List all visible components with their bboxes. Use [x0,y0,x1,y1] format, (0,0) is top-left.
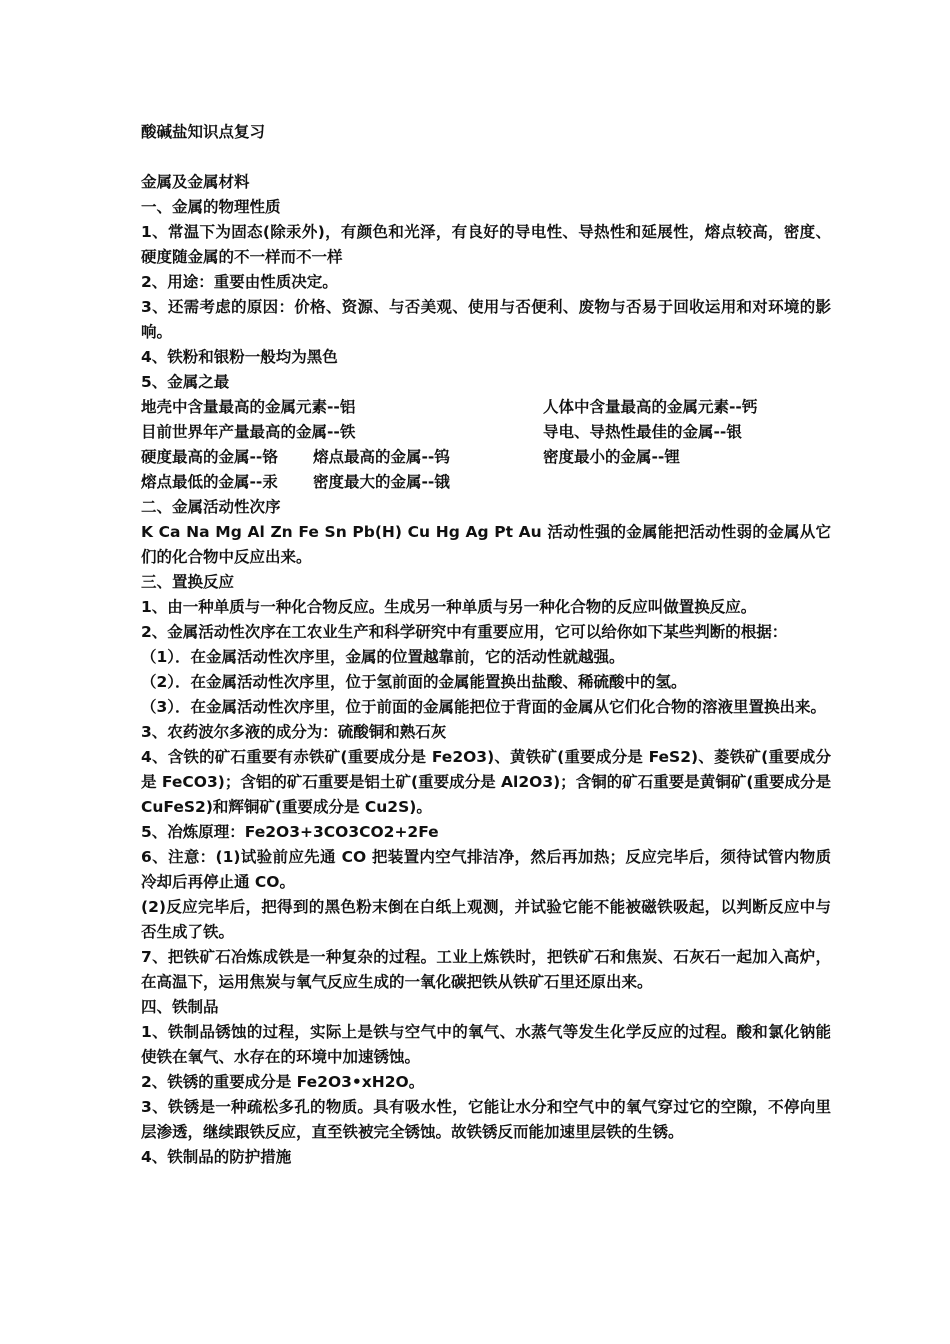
heading-physical-properties: 一、金属的物理性质 [141,198,281,216]
document-title: 酸碱盐知识点复习 [141,123,266,141]
metal-superlatives-row [141,395,831,420]
paragraph: K Ca Na Mg Al Zn Fe Sn Pb(H) Cu Hg Ag Pt Au 活动性强的金属能把活动性弱的金属从它们的化合物中反应出来。 [141,523,831,566]
paragraph: 4、铁粉和银粉一般均为黑色 [141,348,338,366]
superlative-item: 熔点最高的金属--钨 [313,448,450,466]
paragraph: 2、用途：重要由性质决定。 [141,273,338,291]
paragraph: 4、含铁的矿石重要有赤铁矿(重要成分是 Fe2O3)、黄铁矿(重要成分是 FeS2)、菱铁矿(重要成分是 FeCO3)；含铝的矿石重要是铝土矿(重要成分是 Al2O3)；含铜的矿石重要是黄铜矿(重要成分是 CuFeS2)和辉铜矿(重要成分是 Cu2S)。 [141,748,831,816]
metal-superlatives-row [141,420,831,445]
paragraph: （1）．在金属活动性次序里，金属的位置越靠前，它的活动性就越强。 [141,648,625,666]
paragraph: 5、冶炼原理：Fe2O3+3CO3CO2+2Fe [141,823,439,841]
paragraph: 5、金属之最 [141,373,230,391]
superlative-item: 地壳中含量最高的金属元素--铝 [141,398,356,416]
superlative-item: 熔点最低的金属--汞 [141,473,278,491]
paragraph: 1、铁制品锈蚀的过程，实际上是铁与空气中的氧气、水蒸气等发生化学反应的过程。酸和氯化钠能使铁在氧气、水存在的环境中加速锈蚀。 [141,1023,831,1066]
superlative-item: 硬度最高的金属--铬 [141,448,278,466]
paragraph: 3、农药波尔多液的成分为：硫酸铜和熟石灰 [141,723,447,741]
metal-superlatives-row [141,445,831,470]
paragraph: 6、注意：(1)试验前应先通 CO 把装置内空气排洁净，然后再加热；反应完毕后，须待试管内物质冷却后再停止通 CO。 [141,848,831,891]
paragraph: 2、铁锈的重要成分是 Fe2O3•xH2O。 [141,1073,425,1091]
paragraph: （3）．在金属活动性次序里，位于前面的金属能把位于背面的金属从它们化合物的溶液里置换出来。 [141,698,827,716]
paragraph: 2、金属活动性次序在工农业生产和科学研究中有重要应用，它可以给你如下某些判断的根据： [141,623,788,641]
paragraph: (2)反应完毕后，把得到的黑色粉末倒在白纸上观测，并试验它能不能被磁铁吸起，以判断反应中与否生成了铁。 [141,898,831,941]
paragraph: 3、铁锈是一种疏松多孔的物质。具有吸水性，它能让水分和空气中的氧气穿过它的空隙，不停向里层渗透，继续跟铁反应，直至铁被完全锈蚀。故铁锈反而能加速里层铁的生锈。 [141,1098,831,1141]
paragraph: 1、常温下为固态(除汞外)，有颜色和光泽，有良好的导电性、导热性和延展性，熔点较高，密度、硬度随金属的不一样而不一样 [141,223,831,266]
paragraph: 7、把铁矿石冶炼成铁是一种复杂的过程。工业上炼铁时，把铁矿石和焦炭、石灰石一起加入高炉，在高温下，运用焦炭与氧气反应生成的一氧化碳把铁从铁矿石里还原出来。 [141,948,831,991]
heading-displacement-reaction: 三、置换反应 [141,573,235,591]
document-page [141,120,831,1170]
superlative-item: 导电、导热性最佳的金属--银 [543,423,742,441]
paragraph: 3、还需考虑的原因：价格、资源、与否美观、使用与否便利、废物与否易于回收运用和对环境的影响。 [141,298,831,341]
section-heading: 金属及金属材料 [141,173,250,191]
paragraph: （2）．在金属活动性次序里，位于氢前面的金属能置换出盐酸、稀硫酸中的氢。 [141,673,687,691]
heading-iron-products: 四、铁制品 [141,998,219,1016]
superlative-item: 人体中含量最高的金属元素--钙 [543,398,758,416]
metal-superlatives-row [141,470,831,495]
superlative-item: 密度最大的金属--锇 [313,473,450,491]
superlative-item: 密度最小的金属--锂 [543,448,680,466]
heading-activity-series: 二、金属活动性次序 [141,498,281,516]
superlative-item: 目前世界年产量最高的金属--铁 [141,423,356,441]
paragraph: 1、由一种单质与一种化合物反应。生成另一种单质与另一种化合物的反应叫做置换反应。 [141,598,757,616]
paragraph: 4、铁制品的防护措施 [141,1148,292,1166]
